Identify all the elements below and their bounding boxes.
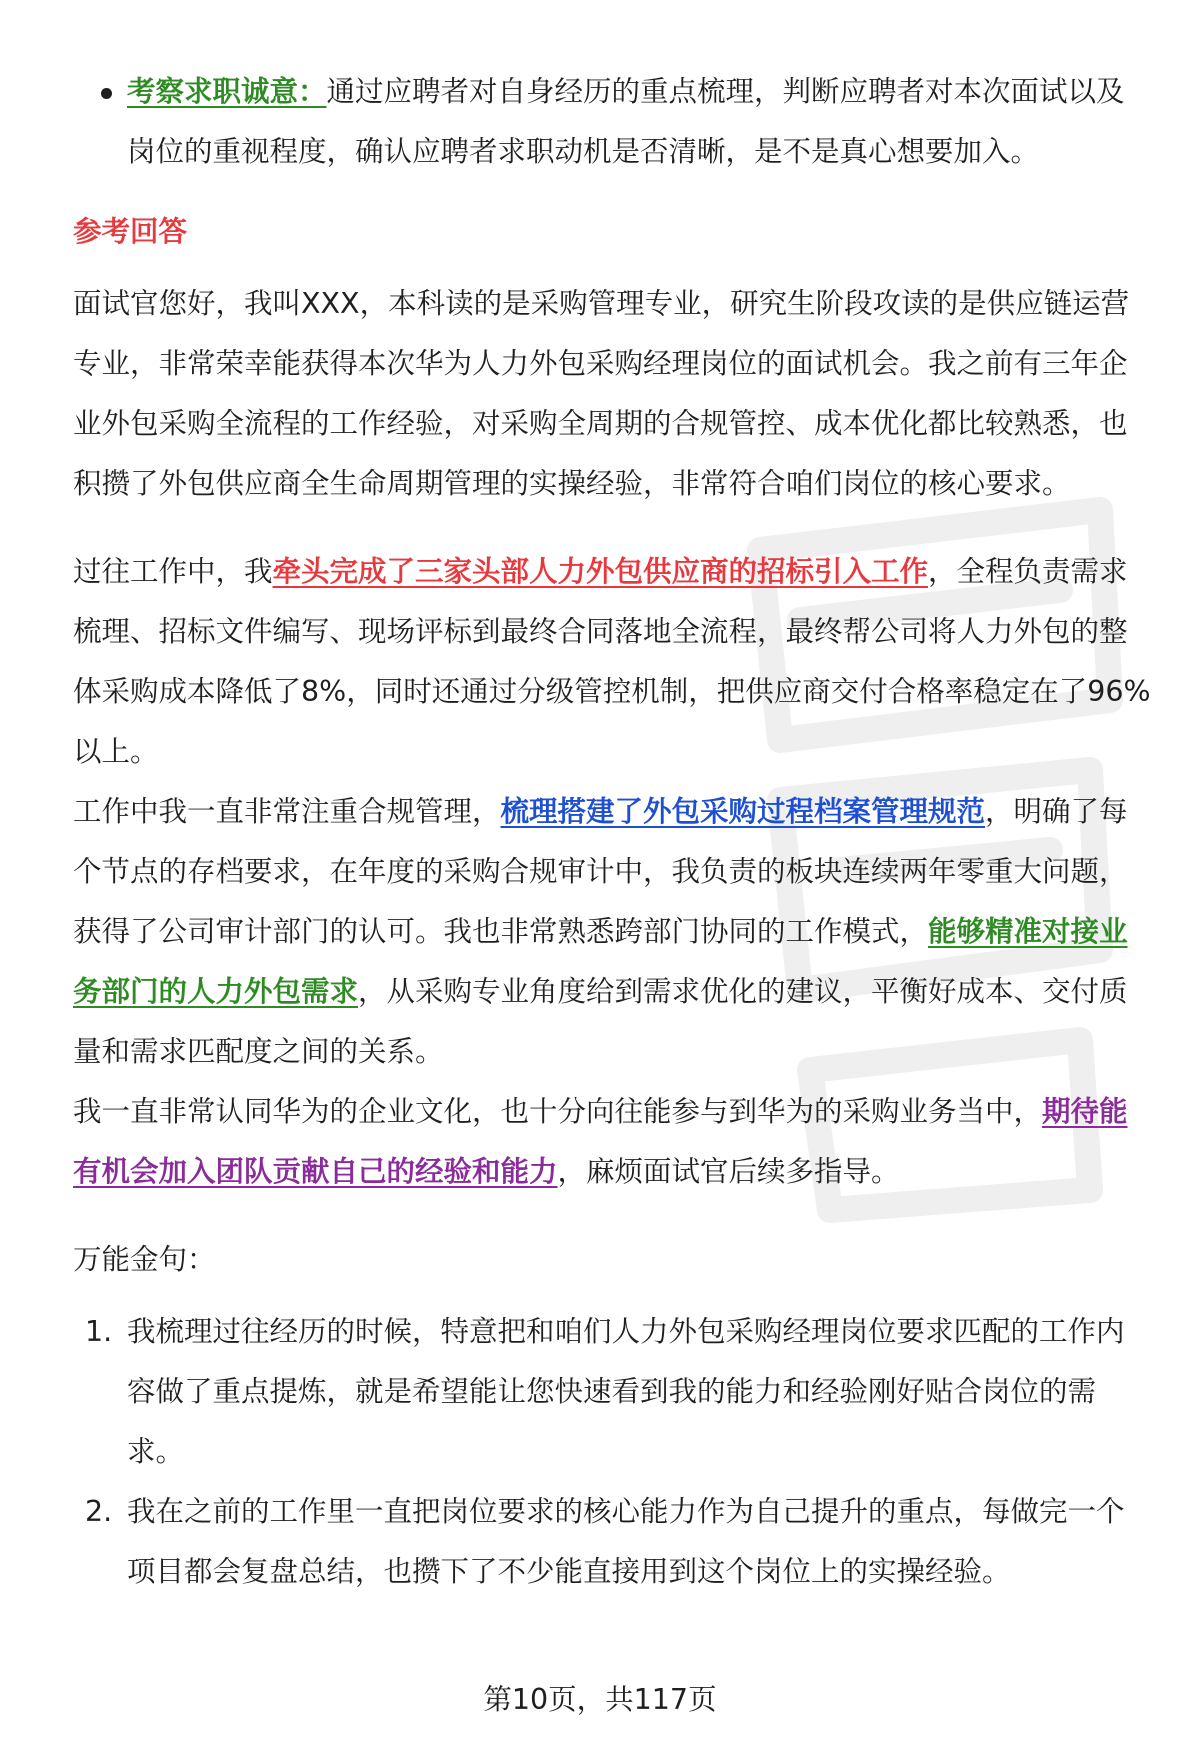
closing-highlight: 期待能有机会加入团队贡献自己的经验和能力: [73, 1095, 1128, 1188]
closing-text-post: ，麻烦面试官后续多指导。: [557, 1155, 900, 1188]
compliance-text-pre: 工作中我一直非常注重合规管理，: [73, 795, 501, 828]
bullet-dot-icon: [101, 88, 112, 99]
list-item-text: 我在之前的工作里一直把岗位要求的核心能力作为自己提升的重点，每做完一个项目都会复盘总结，也攒下了不少能直接用到这个岗位上的实操经验。: [127, 1495, 1125, 1588]
golden-sentences-list: [73, 1302, 1151, 1602]
answer-heading: 参考回答: [73, 215, 188, 248]
list-item-marker: 1.: [85, 1315, 113, 1348]
list-item: [73, 1482, 1151, 1602]
intro-paragraph: 面试官您好，我叫XXX，本科读的是采购管理专业，研究生阶段攻读的是供应链运营专业，非常荣幸能获得本次华为人力外包采购经理岗位的面试机会。我之前有三年企业外包采购全流程的工作经验，对采购全周期的合规管控、成本优化都比较熟悉，也积攒了外包供应商全生命周期管理的实操经验，非常符合咱们岗位的核心要求。: [73, 287, 1130, 500]
experience-paragraph: [73, 542, 1151, 782]
bullet-item: [73, 62, 1151, 182]
golden-sentences-label: 万能金句：: [73, 1243, 216, 1276]
collaboration-highlight: 能够精准对接业务部门的人力外包需求: [73, 915, 1128, 1008]
bullet-label: 考察求职诚意：: [127, 75, 327, 108]
list-item-text: 我梳理过往经历的时候，特意把和咱们人力外包采购经理岗位要求匹配的工作内容做了重点提炼，就是希望能让您快速看到我的能力和经验刚好贴合岗位的需求。: [127, 1315, 1125, 1468]
compliance-text-post: ，从采购专业角度给到需求优化的建议，平衡好成本、交付质量和需求匹配度之间的关系。: [73, 975, 1128, 1068]
list-item-marker: 2.: [85, 1495, 113, 1528]
list-item: [73, 1302, 1151, 1482]
experience-text-post: ，全程负责需求梳理、招标文件编写、现场评标到最终合同落地全流程，最终帮公司将人力外包的整体采购成本降低了8%，同时还通过分级管控机制，把供应商交付合格率稳定在了96%以上。: [73, 555, 1151, 768]
closing-text-pre: 我一直非常认同华为的企业文化，也十分向往能参与到华为的采购业务当中，: [73, 1095, 1043, 1128]
compliance-highlight: 梳理搭建了外包采购过程档案管理规范: [500, 795, 986, 828]
page-footer: 第10页，共117页: [483, 1683, 717, 1716]
experience-text-pre: 过往工作中，我: [73, 555, 273, 588]
main-content: [73, 62, 1151, 1602]
compliance-text-mid: ，明确了每个节点的存档要求，在年度的采购合规审计中，我负责的板块连续两年零重大问题，获得了公司审计部门的认可。我也非常熟悉跨部门协同的工作模式，: [73, 795, 1128, 948]
closing-paragraph: [73, 1082, 1151, 1202]
compliance-paragraph: [73, 782, 1151, 1082]
bullet-text: 通过应聘者对自身经历的重点梳理，判断应聘者对本次面试以及岗位的重视程度，确认应聘者求职动机是否清晰，是不是真心想要加入。: [127, 75, 1125, 168]
experience-highlight: 牵头完成了三家头部人力外包供应商的招标引入工作: [272, 555, 929, 588]
